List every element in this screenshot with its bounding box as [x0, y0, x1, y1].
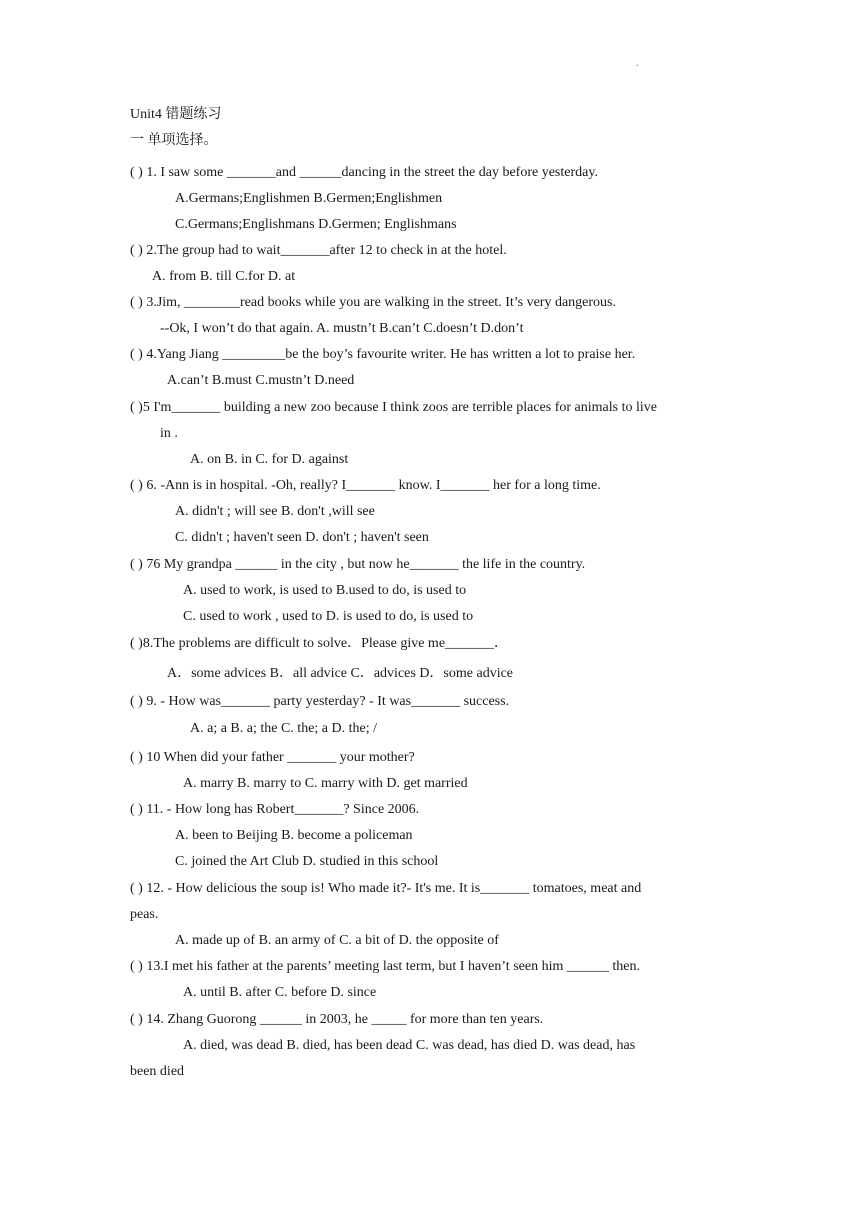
section-heading: 一 单项选择。 — [130, 133, 218, 148]
q7-options-a: A. used to work, is used to B.used to do, is used to — [183, 583, 467, 598]
question-10: ( ) 10 When did your father _______ your mother? — [130, 750, 415, 765]
question-12-cont: peas. — [130, 907, 159, 922]
q1-options-b: C.Germans;Englishmans D.Germen; Englishmans — [175, 217, 457, 232]
question-3: ( ) 3.Jim, ________read books while you are walking in the street. It’s very dangerous. — [130, 295, 617, 310]
question-14: ( ) 14. Zhang Guorong ______ in 2003, he _____ for more than ten years. — [130, 1012, 544, 1027]
q6-options-a: A. didn't ; will see B. don't ,will see — [175, 504, 375, 519]
q13-options: A. until B. after C. before D. since — [183, 985, 377, 1000]
q11-options-b: C. joined the Art Club D. studied in this school — [175, 854, 439, 869]
question-6: ( ) 6. -Ann is in hospital. -Oh, really? I_______ know. I_______ her for a long time. — [130, 478, 601, 493]
q4-options: A.can’t B.must C.mustn’t D.need — [167, 373, 355, 388]
q1-options-a: A.Germans;Englishmen B.Germen;Englishmen — [175, 191, 443, 206]
question-12: ( ) 12. - How delicious the soup is! Who made it?- It's me. It is_______ tomatoes, meat and — [130, 881, 642, 896]
question-5: ( )5 I'm_______ building a new zoo because I think zoos are terrible places for animals to live — [130, 400, 657, 415]
question-9: ( ) 9. - How was_______ party yesterday? - It was_______ success. — [130, 694, 510, 709]
question-8: ( )8.The problems are difficult to solve．Please give me_______． — [130, 636, 509, 651]
question-7: ( ) 76 My grandpa ______ in the city , but now he_______ the life in the country. — [130, 557, 586, 572]
question-13: ( ) 13.I met his father at the parents’ meeting last term, but I haven’t seen him ______ then. — [130, 959, 640, 974]
q14-options-cont: been died — [130, 1064, 185, 1079]
q11-options-a: A. been to Beijing B. become a policeman — [175, 828, 413, 843]
header-mark: . — [636, 58, 639, 69]
q14-options: A. died, was dead B. died, has been dead C. was dead, has died D. was dead, has — [183, 1038, 636, 1053]
question-1: ( ) 1. I saw some _______and ______dancing in the street the day before yesterday. — [130, 165, 598, 180]
q8-options: A．some advices B．all advice C．advices D．some advice — [167, 666, 514, 681]
q6-options-b: C. didn't ; haven't seen D. don't ; haven't seen — [175, 530, 429, 545]
q2-options: A. from B. till C.for D. at — [152, 269, 296, 284]
question-4: ( ) 4.Yang Jiang _________be the boy’s favourite writer. He has written a lot to praise her. — [130, 347, 636, 362]
question-2: ( ) 2.The group had to wait_______after 12 to check in at the hotel. — [130, 243, 507, 258]
q12-options: A. made up of B. an army of C. a bit of D. the opposite of — [175, 933, 499, 948]
question-11: ( ) 11. - How long has Robert_______? Since 2006. — [130, 802, 420, 817]
q9-options: A. a; a B. a; the C. the; a D. the; / — [190, 721, 378, 736]
question-5-cont: in . — [160, 426, 178, 441]
q7-options-b: C. used to work , used to D. is used to do, is used to — [183, 609, 474, 624]
q5-options: A. on B. in C. for D. against — [190, 452, 349, 467]
q3-options: --Ok, I won’t do that again. A. mustn’t B.can’t C.doesn’t D.don’t — [160, 321, 524, 336]
doc-title: Unit4 错题练习 — [130, 107, 222, 122]
q10-options: A. marry B. marry to C. marry with D. get married — [183, 776, 468, 791]
